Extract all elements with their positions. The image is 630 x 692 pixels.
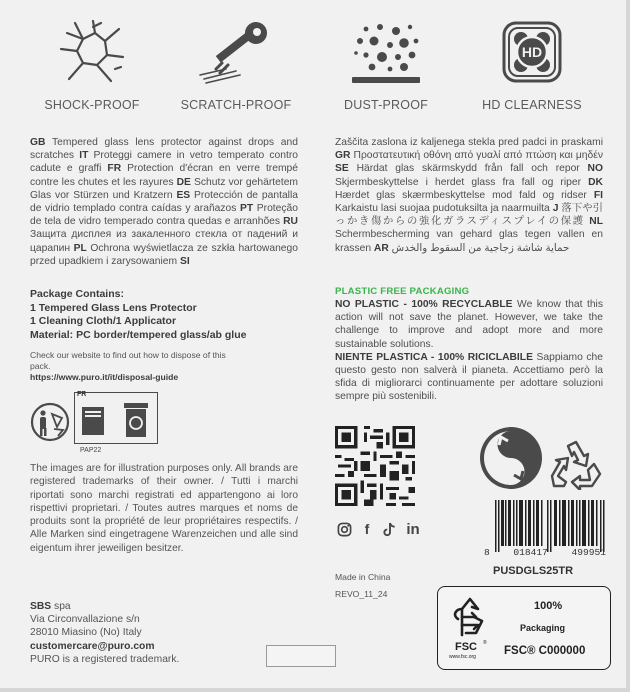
description-text: Skjermbeskyttelse i herdet glass fra fall og riper bbox=[335, 176, 589, 188]
lang-code: DK bbox=[588, 176, 603, 188]
description-text: Προστατευτική οθόνη από γυαλί από πτώση και μηδέν bbox=[350, 150, 603, 162]
fsc-certification-box bbox=[437, 586, 611, 670]
company-info bbox=[30, 600, 290, 666]
fr-label: FR bbox=[77, 391, 87, 398]
plastic-it-text: Sappiamo che questo gesto non salverà il pianeta. Accettiamo però la sfida di migliorarci continuamente per adottare soluzioni sempre più sostenibili. bbox=[335, 351, 603, 403]
dust-particles-icon bbox=[346, 19, 426, 85]
company-street: Via Circonvallazione s/n bbox=[30, 614, 140, 626]
green-dot-icon bbox=[478, 425, 544, 491]
barcode bbox=[495, 500, 605, 552]
lang-code: J bbox=[552, 203, 559, 215]
package-item: 1 Cleaning Cloth/1 Applicator bbox=[30, 315, 177, 327]
lang-code: PL bbox=[73, 242, 87, 254]
made-in: Made in China bbox=[335, 572, 391, 582]
feature-scratch-proof bbox=[166, 18, 306, 112]
lang-code: PT bbox=[240, 203, 254, 215]
lang-code: ES bbox=[176, 189, 191, 201]
fsc-tree-logo-icon bbox=[446, 595, 492, 659]
package-heading: Package Contains: bbox=[30, 288, 124, 300]
barcode-digits bbox=[484, 547, 606, 558]
tiktok-icon[interactable] bbox=[382, 521, 398, 537]
description-text: Zaščita zaslona iz kaljenega stekla pred padci in praskami bbox=[335, 137, 603, 148]
lang-code: NO bbox=[587, 163, 603, 175]
feature-dust-proof bbox=[316, 18, 456, 112]
plastic-en-heading: NO PLASTIC - 100% RECYCLABLE bbox=[335, 299, 513, 310]
social-icons bbox=[336, 520, 421, 538]
cardboard-box-icon bbox=[79, 403, 109, 439]
description-text: Proteggi camere in vetro temperato contro cadute e graffi bbox=[30, 150, 298, 175]
recycle-mobius-icon bbox=[550, 440, 602, 490]
fsc-url: www.fsc.org bbox=[449, 654, 476, 660]
description-text: Schutz vor gehärtetem Glas vor Stürzen und Kratzern bbox=[30, 176, 298, 201]
svg-text:®: ® bbox=[483, 640, 487, 646]
multilingual-description-left bbox=[30, 136, 298, 268]
disposal-link[interactable]: https://www.puro.it/it/disposal-guide bbox=[30, 372, 179, 382]
qr-code[interactable] bbox=[335, 426, 415, 506]
lang-code: GR bbox=[335, 150, 351, 162]
description-text: Hærdet glas skærmbeskyttelse mod fald og ridser bbox=[335, 189, 594, 201]
description-text: Karkaistu lasi suojaa pudotuksilta ja naarmuilta bbox=[335, 203, 553, 215]
lang-code: AR bbox=[373, 242, 389, 254]
product-code: PUSDGLS25TR bbox=[493, 565, 574, 577]
pap-label: PAP22 bbox=[80, 447, 102, 454]
description-text: Защита дисплея из закаленного стекла от падений и царапин bbox=[30, 229, 298, 254]
company-email[interactable]: customercare@puro.com bbox=[30, 640, 155, 652]
fsc-license-code: FSC® C000000 bbox=[504, 645, 586, 657]
lang-code: IT bbox=[79, 150, 89, 162]
linkedin-icon[interactable]: in bbox=[406, 520, 420, 538]
plastic-it-heading: NIENTE PLASTICA - 100% RICICLABILE bbox=[335, 351, 533, 363]
lang-code: SE bbox=[335, 163, 349, 175]
plastic-free-text bbox=[335, 298, 603, 404]
fsc-percent: 100% bbox=[534, 600, 563, 612]
feature-shock-proof bbox=[22, 18, 162, 112]
instagram-icon[interactable] bbox=[336, 521, 352, 537]
lang-code: GB bbox=[30, 137, 46, 148]
lang-code: RU bbox=[283, 216, 298, 228]
barcode-digits-left: 018417 bbox=[513, 547, 548, 558]
company-name: SBS bbox=[30, 601, 52, 612]
package-item: 1 Tempered Glass Lens Protector bbox=[30, 301, 197, 314]
description-text: Protection d'écran en verre trempé contre les chutes et les rayures bbox=[30, 163, 298, 188]
svg-text:HD: HD bbox=[521, 44, 543, 60]
feature-label: HD CLEARNESS bbox=[482, 98, 582, 112]
description-text: حماية شاشة زجاجية من السقوط والخدش bbox=[388, 242, 570, 254]
package-contents bbox=[30, 288, 300, 342]
lang-code: DE bbox=[176, 176, 191, 188]
feature-label: DUST-PROOF bbox=[344, 98, 428, 112]
info-tri-panel bbox=[74, 392, 158, 444]
revision-code: REVO_11_24 bbox=[335, 589, 388, 599]
barcode-digits-right: 499951 bbox=[571, 547, 606, 558]
triman-icon bbox=[30, 400, 70, 444]
company-suffix: spa bbox=[51, 601, 71, 612]
trademark-disclaimer: The images are for illustration purposes only. All brands are registered trademarks of their owner. / Tutti i marchi riportati sono marchi registrati ed appartengono ai loro rispettivi proprietari. / Toutes autres marques et noms de produits sont la propriété de leur propriétaires respectifs. / Alle Marken sind eingetragene Warenzeichen und alle sind eigentum ihrer jeweiligen besitzer. bbox=[30, 463, 298, 554]
feature-label: SHOCK-PROOF bbox=[44, 98, 140, 112]
facebook-icon[interactable]: f bbox=[364, 521, 370, 537]
description-text: Protección de pantalla de vidrio templado contra caídas y arañazos bbox=[30, 189, 298, 215]
company-city: 28010 Miasino (No) Italy bbox=[30, 627, 142, 639]
blank-label-box bbox=[266, 645, 336, 667]
plastic-en-text: We know that this action will not save the planet. However, we take the challenge to improve and adopt more and more sustainable solutions. bbox=[335, 299, 603, 350]
fsc-packaging-label: Packaging bbox=[520, 623, 566, 633]
lang-code: FR bbox=[107, 163, 122, 175]
key-scratch-icon bbox=[196, 19, 276, 85]
plastic-free-heading: PLASTIC FREE PACKAGING bbox=[335, 286, 470, 297]
shattered-glass-icon bbox=[57, 19, 127, 85]
lang-code: SI bbox=[179, 255, 190, 267]
hd-camera-lens-icon bbox=[497, 19, 567, 85]
description-text: Ochrona wyświetlacza ze szkła hartowanego przed upadkiem i zarysowaniem bbox=[30, 242, 298, 267]
description-text: 落下や引っかき傷からの強化ガラスディスプレイの保護 bbox=[335, 203, 603, 228]
feature-label: SCRATCH-PROOF bbox=[180, 98, 292, 112]
feature-hd-clearness bbox=[462, 18, 602, 112]
package-material: Material: PC border/tempered glass/ab glue bbox=[30, 328, 247, 341]
lang-code: NL bbox=[589, 216, 603, 228]
multilingual-description-right bbox=[335, 136, 603, 255]
barcode-digit-prefix: 8 bbox=[484, 547, 490, 558]
recycling-bin-icon bbox=[121, 401, 151, 439]
origin-info bbox=[335, 569, 390, 603]
recycling-marks bbox=[30, 392, 160, 452]
disposal-text: Check our website to find out how to dispose of this pack. bbox=[30, 350, 226, 371]
description-text: Proteção de tela de vidro temperado contra quedas e arranhões bbox=[30, 203, 298, 228]
feature-icons-row bbox=[22, 18, 612, 118]
description-text: Tempered glass lens protector against drops and scratches bbox=[30, 137, 298, 162]
company-trademark: PURO is a registered trademark. bbox=[30, 653, 180, 665]
lang-code: FI bbox=[593, 189, 603, 201]
page-edge-bottom bbox=[0, 688, 630, 692]
description-text: Härdat glas skärmskydd från fall och repor bbox=[348, 163, 588, 175]
disposal-info bbox=[30, 350, 300, 383]
description-text: Schermbescherming van gehard glas tegen vallen en krassen bbox=[335, 229, 603, 254]
page-edge-right bbox=[626, 0, 630, 692]
fsc-logo-text: FSC bbox=[455, 641, 477, 653]
